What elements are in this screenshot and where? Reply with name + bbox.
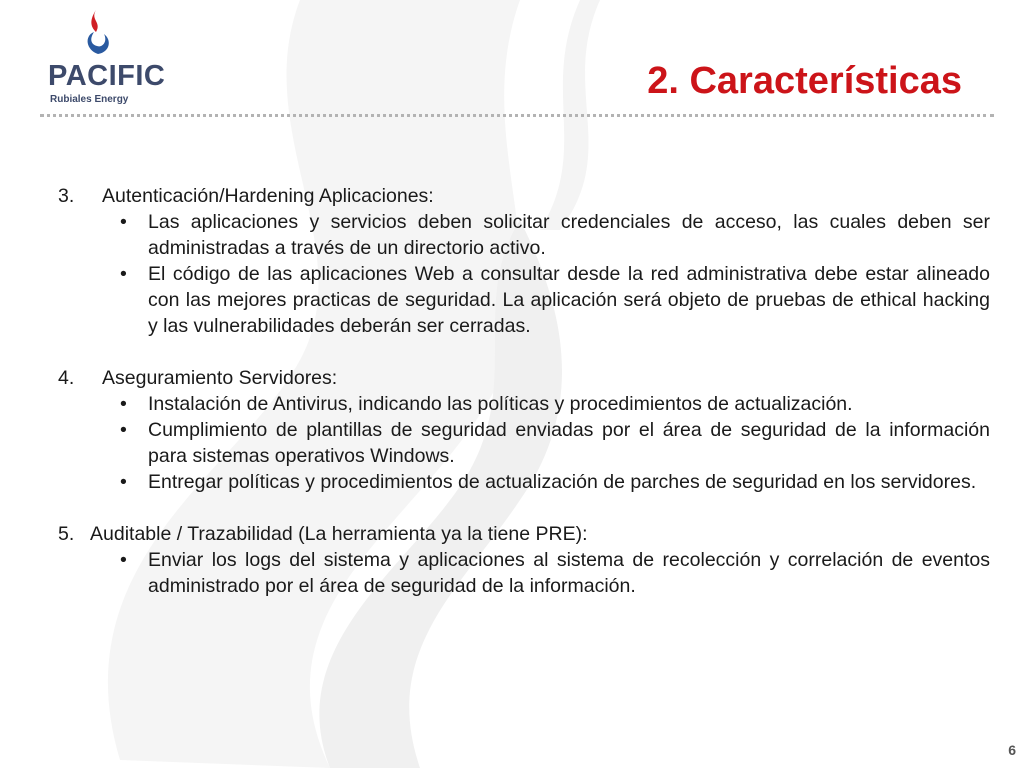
dotted-divider <box>40 114 994 117</box>
section-heading <box>58 365 990 391</box>
section-title: Autenticación/Hardening Aplicaciones: <box>102 185 434 207</box>
bullet-text: Instalación de Antivirus, indicando las políticas y procedimientos de actualización. <box>148 393 853 415</box>
flame-drop-icon <box>80 8 116 56</box>
bullet-text: El código de las aplicaciones Web a consultar desde la red administrativa debe estar alineado con las mejores practicas de seguridad. La aplicación será objeto de pruebas de ethical hacking y las vulnerabilidades deberán ser cerradas. <box>148 263 990 337</box>
bullet-icon: • <box>120 263 127 285</box>
bullet-icon: • <box>120 393 127 415</box>
bullet-text: Entregar políticas y procedimientos de actualización de parches de seguridad en los servidores. <box>148 471 977 493</box>
section-title: Auditable / Trazabilidad (La herramienta ya la tiene PRE): <box>90 523 588 545</box>
section-authentication <box>58 183 990 339</box>
bullet-text: Enviar los logs del sistema y aplicaciones al sistema de recolección y correlación de eventos administrado por el área de seguridad de la información. <box>148 549 990 597</box>
bullet-icon: • <box>120 211 127 233</box>
list-item <box>58 417 990 469</box>
section-heading <box>58 521 990 547</box>
section-number: 4. <box>58 367 75 389</box>
logo-subtitle: Rubiales Energy <box>50 94 129 105</box>
section-number: 3. <box>58 185 75 207</box>
slide-title: 2. Características <box>647 60 962 102</box>
list-item <box>58 547 990 599</box>
page-number: 6 <box>1008 742 1016 758</box>
section-number: 5. <box>58 523 75 545</box>
section-auditable <box>58 521 990 599</box>
bullet-text: Las aplicaciones y servicios deben solicitar credenciales de acceso, las cuales deben ser administradas a través de un directorio activo. <box>148 211 990 259</box>
slide-content <box>58 183 990 625</box>
section-heading <box>58 183 990 209</box>
list-item <box>58 469 990 495</box>
list-item <box>58 209 990 261</box>
bullet-icon: • <box>120 549 127 571</box>
list-item <box>58 261 990 339</box>
bullet-text: Cumplimiento de plantillas de seguridad enviadas por el área de seguridad de la información para sistemas operativos Windows. <box>148 419 990 467</box>
bullet-icon: • <box>120 419 127 441</box>
pacific-logo <box>40 8 166 108</box>
section-title: Aseguramiento Servidores: <box>102 367 338 389</box>
logo-brand: PACIFIC <box>48 60 166 92</box>
section-servers <box>58 365 990 495</box>
bullet-icon: • <box>120 471 127 493</box>
list-item <box>58 391 990 417</box>
